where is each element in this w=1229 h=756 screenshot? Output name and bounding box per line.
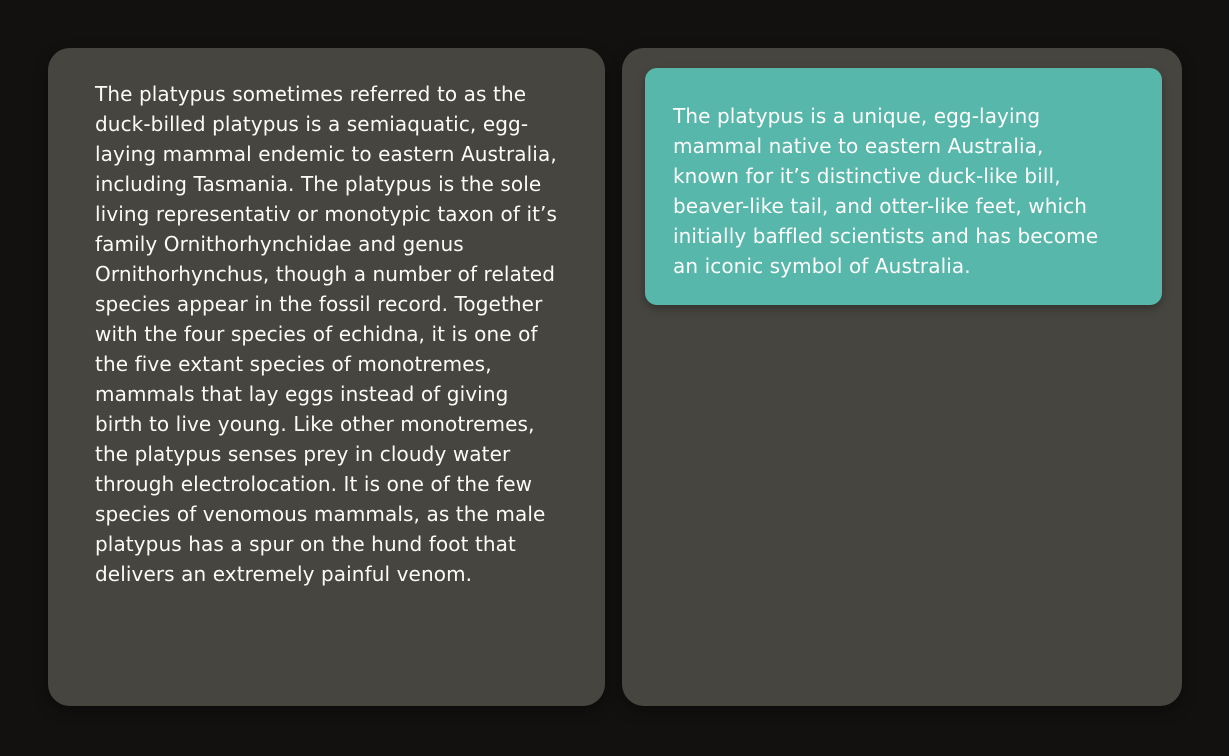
- source-text: The platypus sometimes referred to as the duck-billed platypus is a semiaquatic, egg-laying mammal endemic to eastern Australia, including Tasmania. The platypus is the sole living representativ or monotypic taxon of it’s family Ornithorhynchidae and genus Ornithorhynchus, though a number of related species appear in the fossil record. Together with the four species of echidna, it is one of the five extant species of monotremes, mammals that lay eggs instead of giving birth to live young. Like other monotremes, the platypus senses prey in cloudy water through electrolocation. It is one of the few species of venomous mammals, as the male platypus has a spur on the hund foot that delivers an extremely painful venom.: [95, 82, 558, 586]
- summary-highlight-box: [645, 68, 1162, 305]
- summary-text: The platypus is a unique, egg-laying mammal native to eastern Australia, known for it’s distinctive duck-like bill, beaver-like tail, and otter-like feet, which initially baffled scientists and has become an iconic symbol of Australia.: [673, 104, 1099, 278]
- summary-panel: [622, 48, 1182, 706]
- source-text-panel: [48, 48, 605, 706]
